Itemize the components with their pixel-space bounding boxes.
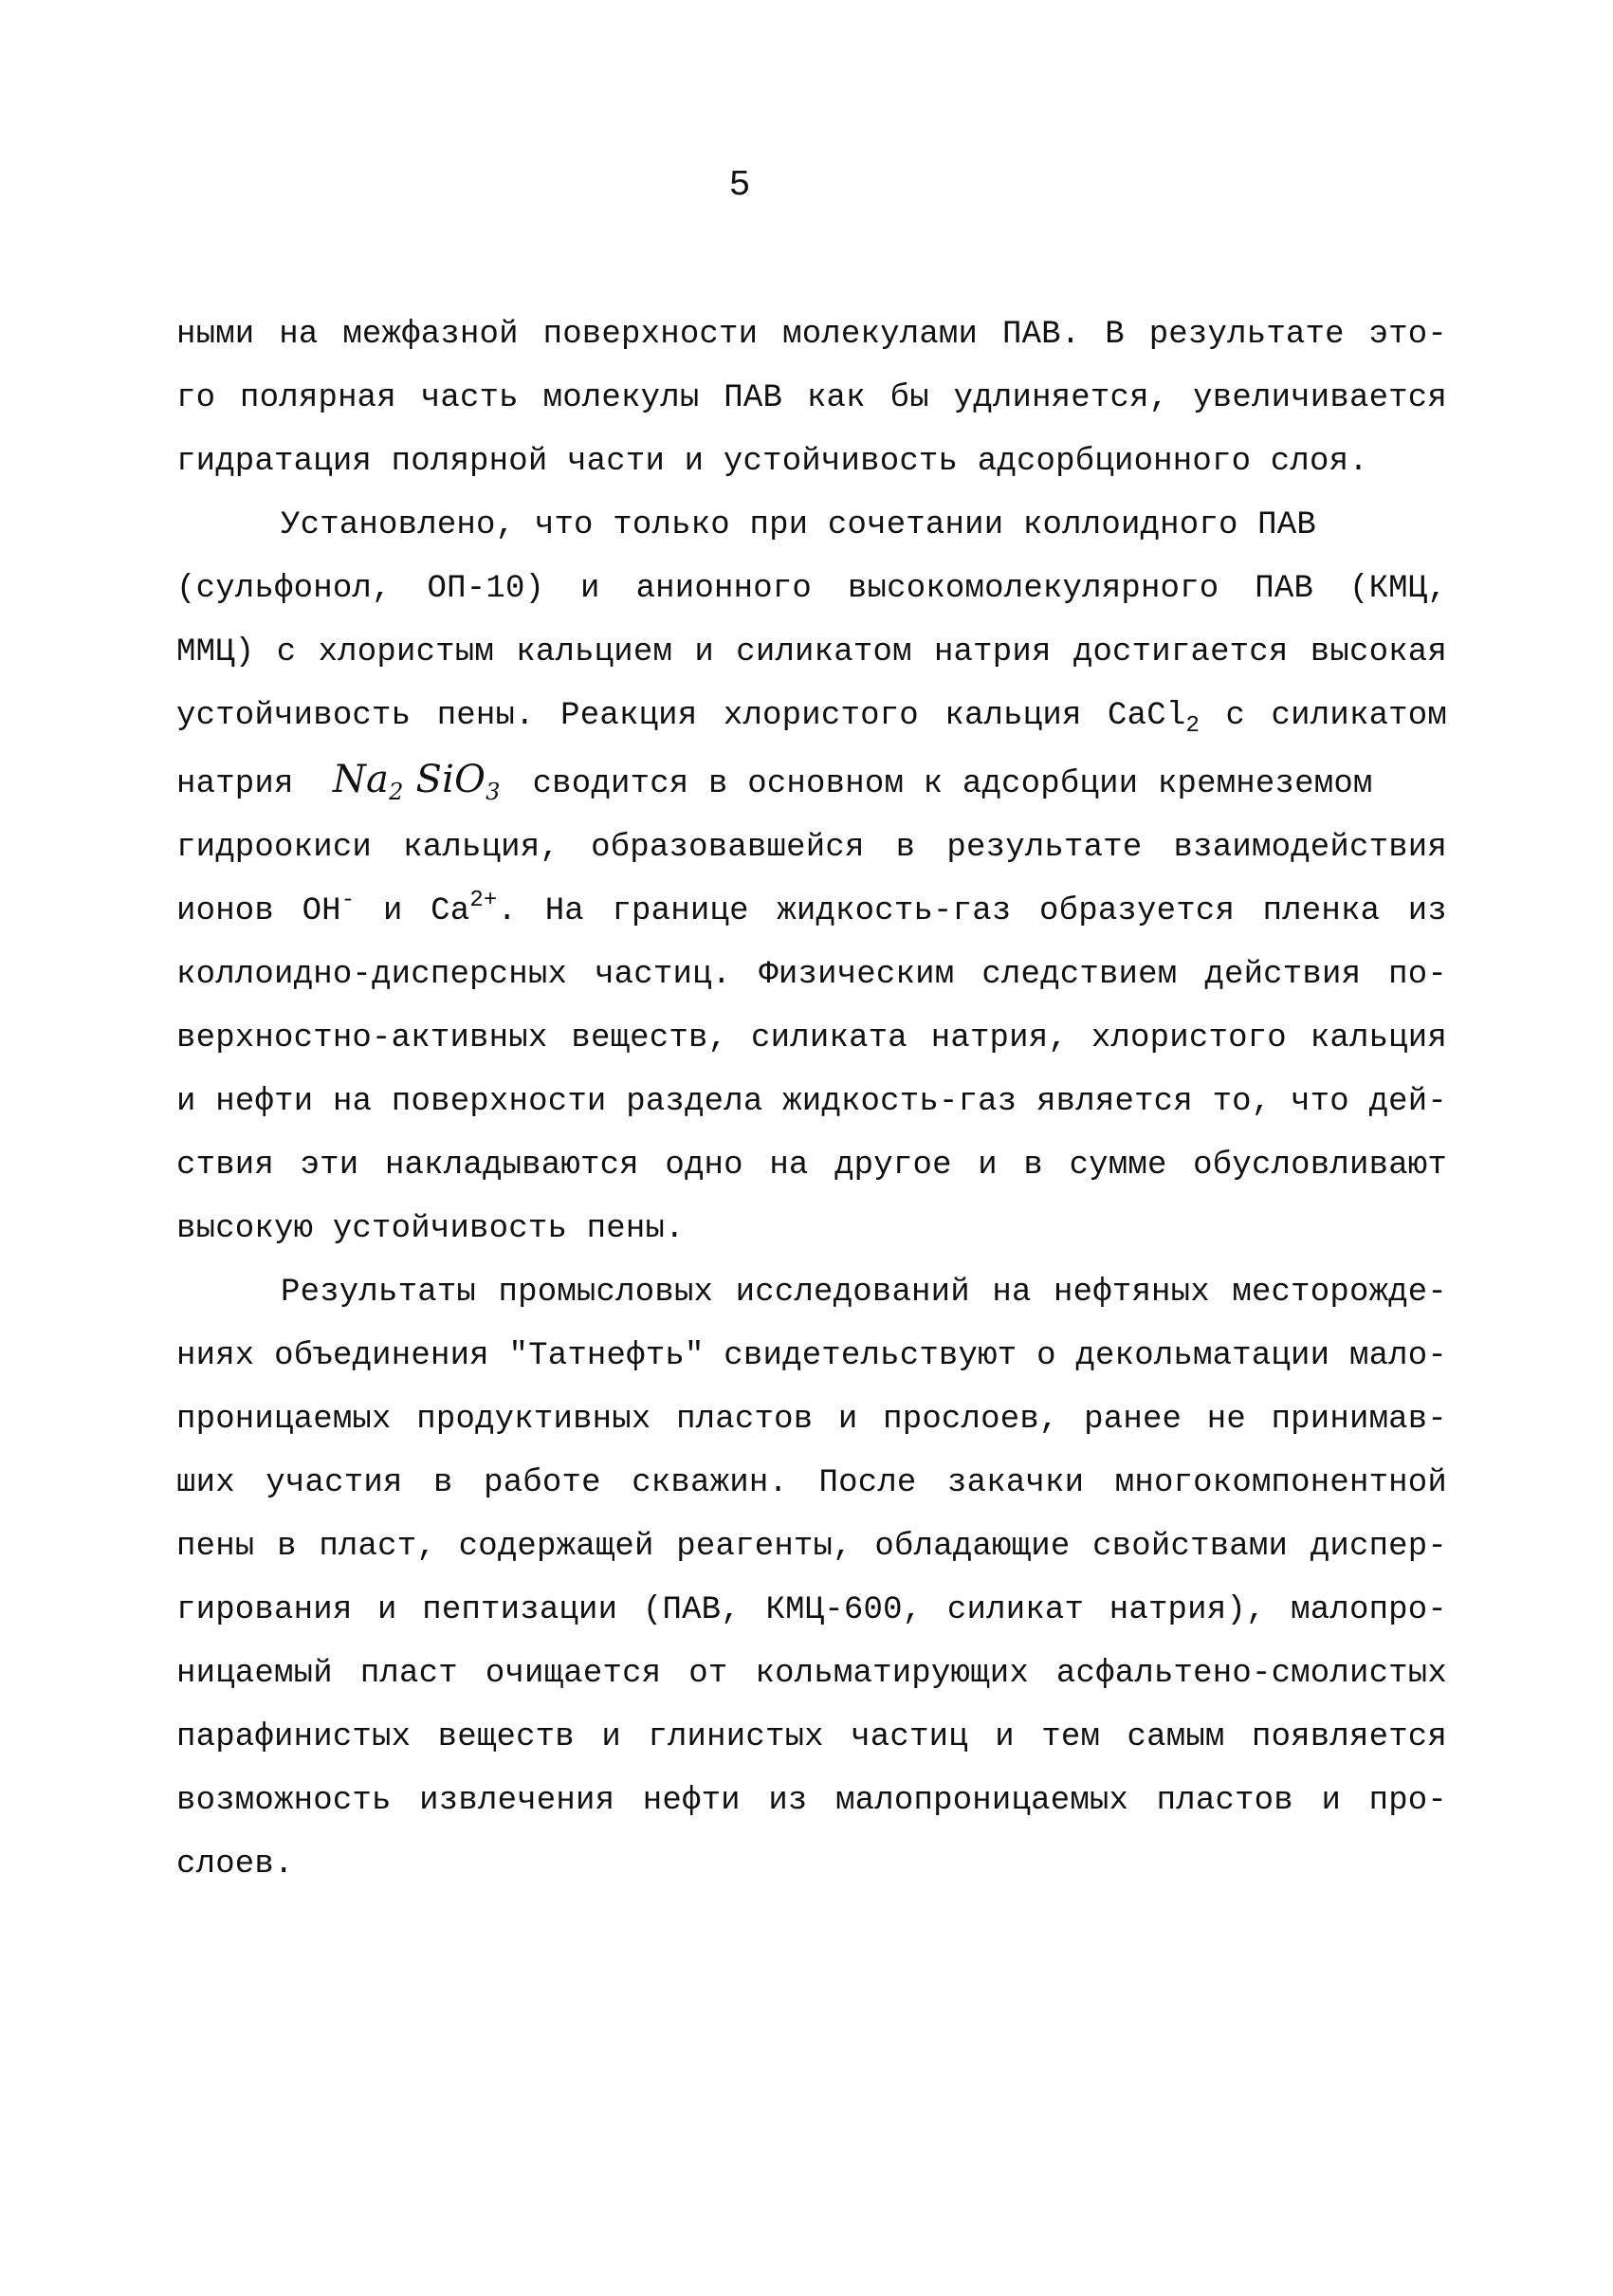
text-line-formula-na2sio3 xyxy=(176,748,1447,817)
text-line: Установлено, что только при сочетании коллоидного ПАВ xyxy=(281,507,1316,543)
page-number: 5 xyxy=(728,165,751,206)
text-line: коллоидно-дисперсных частиц. Физическим следствием действия по- xyxy=(176,957,1447,993)
text-fragment: сводится в основном к адсорбции кремнеземом xyxy=(532,766,1373,802)
text-line: возможность извлечения нефти из малопроницаемых пластов и про- xyxy=(176,1783,1447,1819)
text-line: гирования и пептизации (ПАВ, КМЦ-600, силикат натрия), малопро- xyxy=(176,1592,1447,1628)
text-line: (сульфонол, ОП-10) и анионного высокомолекулярного ПАВ (КМЦ, xyxy=(176,571,1447,607)
text-line: парафинистых веществ и глинистых частиц и тем самым появляется xyxy=(176,1719,1447,1755)
text-line: ММЦ) с хлористым кальцием и силикатом натрия достигается высокая xyxy=(176,634,1447,670)
text-line: гидроокиси кальция, образовавшейся в результате взаимодействия xyxy=(176,830,1447,866)
text-fragment: натрия xyxy=(176,766,294,802)
text-line: Результаты промысловых исследований на нефтяных месторожде- xyxy=(281,1275,1447,1311)
handwritten-formula: $Na_2$ SiO$_3$ xyxy=(332,758,501,805)
text-line: пены в пласт, содержащей реагенты, обладающие свойствами диспер- xyxy=(176,1529,1447,1565)
superscript: - xyxy=(340,888,356,913)
text-line-formula-cacl2 xyxy=(176,685,1447,748)
body-text xyxy=(176,303,1447,1897)
text-fragment: . На границе жидкость-газ образуется пленка из xyxy=(497,893,1447,929)
subscript: 2 xyxy=(1185,713,1201,739)
text-line: ших участия в работе скважин. После закачки многокомпонентной xyxy=(176,1465,1447,1501)
text-fragment: устойчивость пены. Реакция хлористого кальция CaCl xyxy=(176,698,1186,734)
text-line: ными на межфазной поверхности молекулами ПАВ. В результате это- xyxy=(176,317,1447,353)
text-line: ствия эти накладываются одно на другое и в сумме обусловливают xyxy=(176,1148,1447,1184)
text-line: верхностно-активных веществ, силиката натрия, хлористого кальция xyxy=(176,1020,1447,1056)
text-fragment: с силикатом xyxy=(1200,698,1447,734)
text-line: проницаемых продуктивных пластов и прослоев, ранее не принимав- xyxy=(176,1402,1447,1438)
text-line: гидратация полярной части и устойчивость адсорбционного слоя. xyxy=(176,444,1368,480)
text-line: го полярная часть молекулы ПАВ как бы удлиняется, увеличивается xyxy=(176,380,1447,416)
text-line: высокую устойчивость пены. xyxy=(176,1211,685,1247)
text-line: слоев. xyxy=(176,1846,294,1883)
text-line: ницаемый пласт очищается от кольматирующих асфальтено-смолистых xyxy=(176,1656,1447,1692)
text-fragment: ионов OH xyxy=(176,893,341,929)
superscript: 2+ xyxy=(469,888,498,913)
text-line-formula-ions xyxy=(176,880,1447,944)
text-fragment: и Ca xyxy=(355,893,470,929)
text-line: и нефти на поверхности раздела жидкость-газ является то, что дей- xyxy=(176,1084,1447,1120)
text-line: ниях объединения "Татнефть" свидетельствуют о декольматации мало- xyxy=(176,1338,1447,1374)
